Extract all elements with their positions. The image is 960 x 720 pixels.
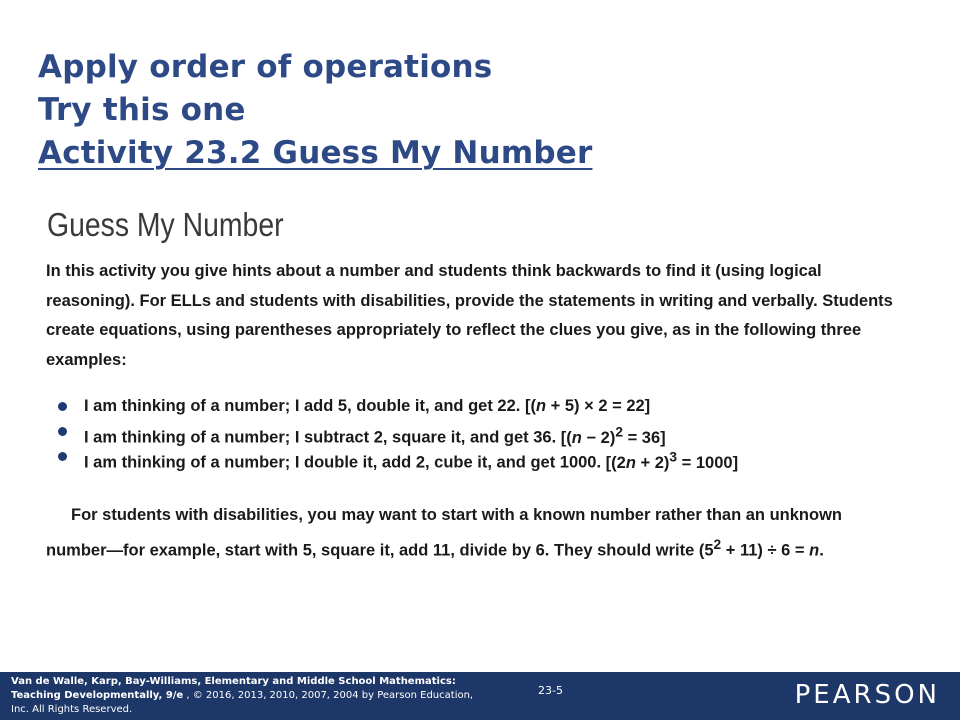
disabilities-note	[46, 501, 946, 566]
activity-heading: Guess My Number	[47, 206, 284, 243]
intro-line: examples:	[46, 350, 127, 369]
example-statement: I am thinking of a number; I double it, add 2, cube it, and get 1000.	[84, 453, 602, 472]
example-equation: $[(n - 2)^2 = 36]$	[560, 424, 666, 447]
bullet-icon	[58, 427, 67, 436]
footer-bar	[0, 672, 960, 720]
example-list	[58, 394, 739, 472]
example-statement: I am thinking of a number; I add 5, double it, and get 22.	[84, 397, 521, 415]
activity-link[interactable]: Activity 23.2 Guess My Number	[38, 135, 593, 171]
citation: Van de Walle, Karp, Bay-Williams, Elementary and Middle School Mathematics: Teaching Developmentally, 9/e , © 2016, 2013, 2010, 2007, 2004 by Pearson Education, Inc. All Rights Reserved.	[11, 676, 474, 715]
example-item	[58, 394, 738, 419]
example-item	[58, 419, 738, 447]
note-line-2: number—for example, start with 5, square it, add 11, divide by 6. They should write $(5^2 + 11) \div 6 = n$.	[46, 537, 824, 560]
example-equation: $[(2n + 2)^3 = 1000]$	[605, 449, 739, 472]
title-line-1: Apply order of operations	[38, 49, 493, 85]
note-line-1: For students with disabilities, you may want to start with a known number rather than an unknown	[71, 506, 842, 524]
example-item	[58, 444, 739, 472]
example-equation: [(n + 5) × 2 = 22]	[524, 397, 651, 415]
intro-line: In this activity you give hints about a number and students think backwards to find it (using logical	[46, 262, 822, 280]
intro-line: reasoning). For ELLs and students with disabilities, provide the statements in writing and verbally. Students	[46, 291, 893, 310]
bullet-icon	[58, 402, 67, 411]
example-statement: I am thinking of a number; I subtract 2, square it, and get 36.	[84, 428, 557, 447]
title-line-2: Try this one	[38, 92, 246, 128]
slide-title	[38, 46, 592, 175]
bullet-icon	[58, 452, 67, 461]
pearson-logo: PEARSON	[794, 680, 940, 710]
page-number: 23-5	[538, 684, 563, 697]
intro-line: create equations, using parentheses appropriately to reflect the clues you give, as in the following three	[46, 321, 862, 339]
activity-intro	[46, 257, 946, 375]
